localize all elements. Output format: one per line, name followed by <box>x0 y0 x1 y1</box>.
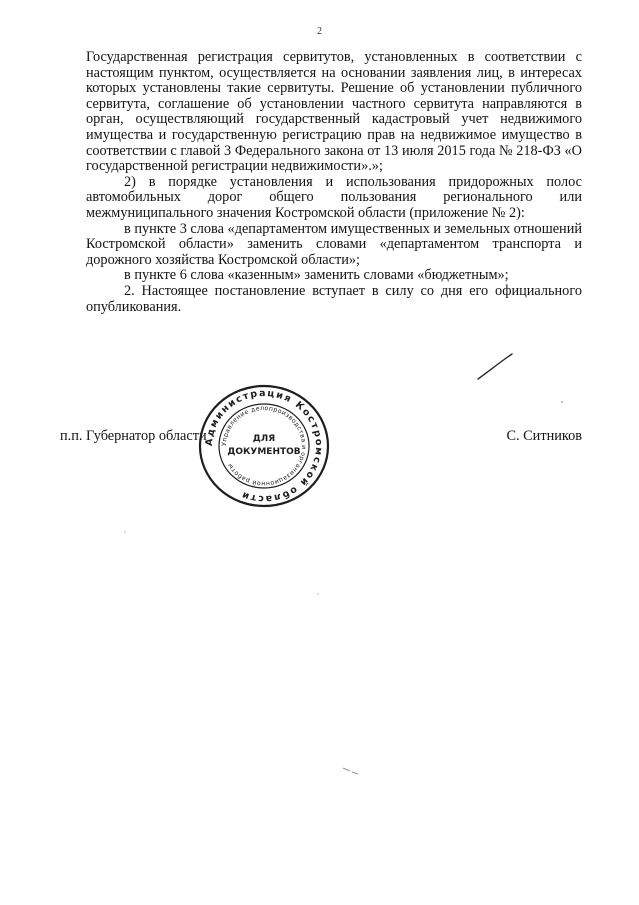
paragraph-item-3-amendment: в пункте 3 слова «департаментом имущественных и земельных отношений Костромской области» заменить словами «департаментом транспорта и дорожного хозяйства Костромской области»; <box>86 220 582 268</box>
seal-center-line1: ДЛЯ <box>252 434 276 444</box>
scan-speck <box>560 400 564 404</box>
signatory-name: С. Ситников <box>506 428 582 444</box>
paragraph-item-6-amendment: в пункте 6 слова «казенным» заменить словами «бюджетным»; <box>124 267 509 284</box>
official-seal <box>196 384 332 508</box>
scan-speck <box>123 530 127 534</box>
paragraph-entry-into-force: 2. Настоящее постановление вступает в силу со дня его официального опубликования. <box>86 282 582 315</box>
scan-speck <box>342 766 360 776</box>
scan-speck <box>316 592 320 596</box>
page-number: 2 <box>317 26 322 37</box>
paragraph-roadside-strips: 2) в порядке установления и использования придорожных полос автомобильных дорог общего пользования регионального или межмуниципального значения Костромской области (приложение № 2): <box>86 173 582 221</box>
pen-mark <box>476 352 516 382</box>
seal-center-line2: ДОКУМЕНТОВ <box>227 447 301 457</box>
seal-inner-text: Управление делопроизводства и организационной работы <box>220 404 308 488</box>
paragraph-servitude-registration: Государственная регистрация сервитутов, установленных в соответствии с настоящим пунктом, осуществляется на основании заявления лиц, в интересах которых установлены такие сервитуты. Решение об установлении публичного сервитута, соглашение об установлении частного сервитута направляются в орган, осуществляющий государственный кадастровый учет недвижимого имущества и государственную регистрацию прав на недвижимое имущество в соответствии с главой 3 Федерального закона от 13 июля 2015 года № 218-ФЗ «О государственной регистрации недвижимости».»; <box>86 49 582 175</box>
signatory-title: п.п. Губернатор области <box>60 428 207 444</box>
document-body <box>86 50 582 315</box>
seal-ring-text: Администрация Костромской области <box>203 387 325 505</box>
